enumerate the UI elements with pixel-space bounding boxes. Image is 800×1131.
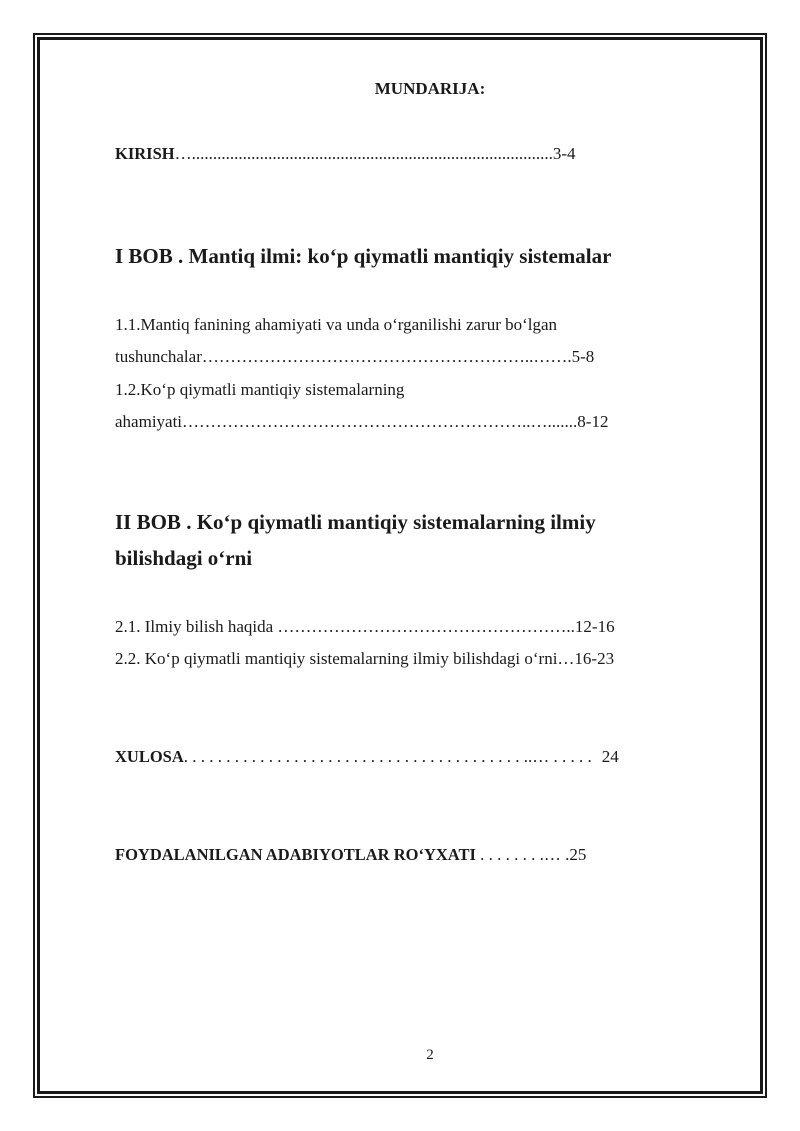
entry-label: FOYDALANILGAN ADABIYOTLAR RO‘YXATI xyxy=(115,845,476,864)
toc-entry-xulosa[interactable] xyxy=(115,748,619,766)
chapter-1-title[interactable]: I BOB . Mantiq ilmi: ko‘p qiymatli mantiqiy sistemalar xyxy=(115,244,612,268)
entry-label: XULOSA xyxy=(115,747,184,766)
toc-entry-kirish[interactable] xyxy=(115,145,576,163)
section-2-1[interactable]: 2.1. Ilmiy bilish haqida ……………………………………………..12-16 xyxy=(115,617,615,636)
section-1-2-line-2[interactable]: ahamiyati……………………………………………………..….......8-12 xyxy=(115,412,609,431)
section-2-2[interactable]: 2.2. Ko‘p qiymatli mantiqiy sistemalarning ilmiy bilishdagi o‘rni…16-23 xyxy=(115,649,615,668)
section-1-1-line-2[interactable]: tushunchalar…………………………………………………..…….5-8 xyxy=(115,347,595,366)
toc-heading: MUNDARIJA: xyxy=(374,79,486,98)
page-range: 25 xyxy=(569,845,587,864)
chapter-2-title-line-2[interactable]: bilishdagi o‘rni xyxy=(115,546,253,570)
page-range: 24 xyxy=(601,747,619,766)
toc-entry-adabiyotlar[interactable] xyxy=(115,846,586,864)
dot-leader: . . . . . . . . . . . . . . . . . . . . . . . . . . . . . . . . . . . . . . . . ..… . . . . . xyxy=(183,747,592,766)
chapter-2-title-line-1[interactable]: II BOB . Ko‘p qiymatli mantiqiy sistemalarning ilmiy xyxy=(115,510,596,534)
page-number: 2 xyxy=(426,1047,434,1063)
entry-label: KIRISH xyxy=(115,144,175,163)
dot-leader: …..................................................................................... xyxy=(174,144,553,163)
section-1-1-line-1[interactable]: 1.1.Mantiq fanining ahamiyati va unda o‘rganilishi zarur bo‘lgan xyxy=(115,315,558,334)
section-1-2-line-1[interactable]: 1.2.Ko‘p qiymatli mantiqiy sistemalarning xyxy=(115,380,405,399)
page-range: 3-4 xyxy=(552,144,576,163)
dot-leader: . . . . . . . .… . xyxy=(475,845,570,864)
